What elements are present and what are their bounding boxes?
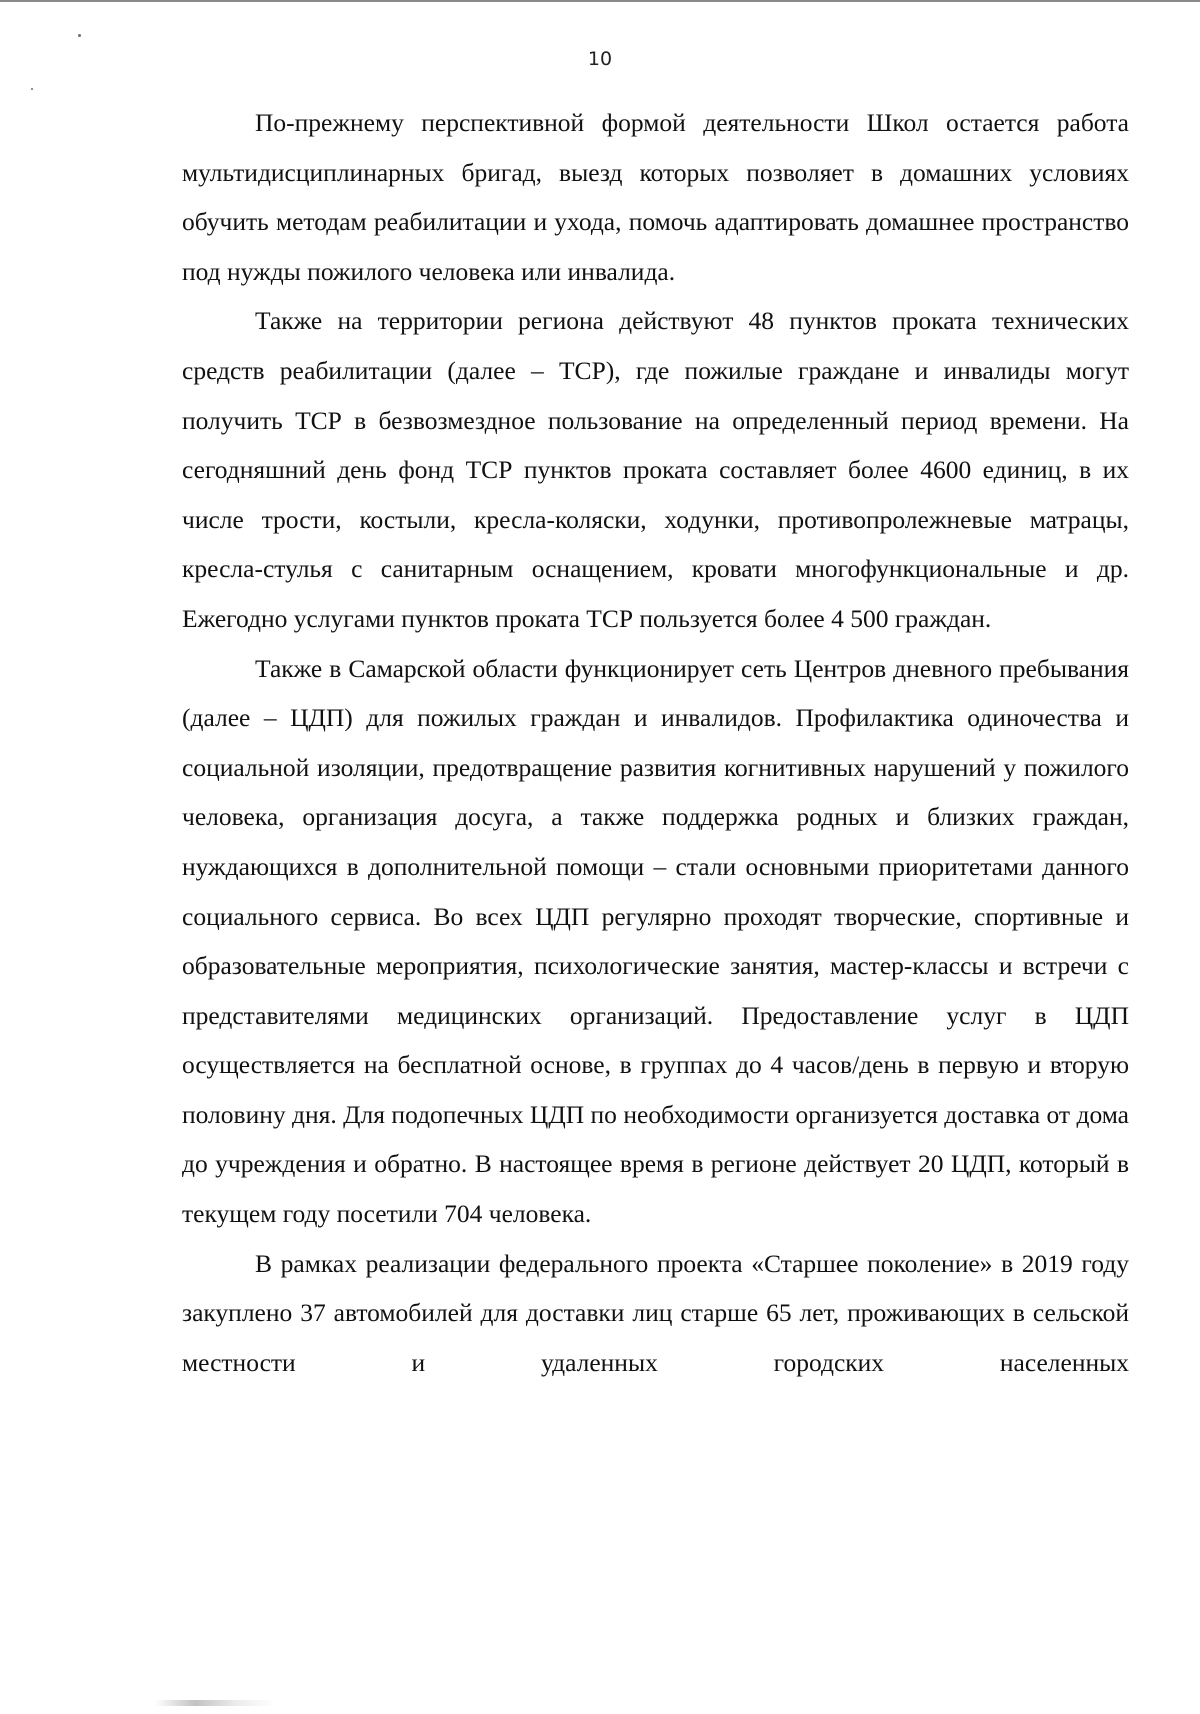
paragraph-mdt-brigades: По-прежнему перспективной формой деятельности Школ остается работа мультидисциплинарных бригад, выезд которых позволяет в домашних условиях обучить методам реабилитации и ухода, помочь адаптировать домашнее пространство под нужды пожилого человека или инвалида. xyxy=(182,108,1129,286)
scan-bottom-smudge xyxy=(155,1700,275,1706)
page-number: 10 xyxy=(587,48,613,70)
body-text xyxy=(182,98,1129,1387)
scan-speck xyxy=(78,34,81,37)
paragraph-rental-points: Также на территории региона действуют 48 пунктов проката технических средств реабилитации (далее – ТСР), где пожилые граждане и инвалиды могут получить ТСР в безвозмездное пользование на определенный период времени. На сегодняшний день фонд ТСР пунктов проката составляет более 4600 единиц, в их числе трости, костыли, кресла-коляски, ходунки, противопролежневые матрацы, кресла-стулья с санитарным оснащением, кровати многофункциональные и др. Ежегодно услугами пунктов проката ТСР пользуется более 4 500 граждан. xyxy=(182,306,1129,633)
scan-top-edge xyxy=(0,0,1200,2)
paragraph-federal-project: В рамках реализации федерального проекта «Старшее поколение» в 2019 году закуплено 37 автомобилей для доставки лиц старше 65 лет, проживающих в сельской местности и удаленных городских населенных xyxy=(182,1248,1129,1377)
scan-speck xyxy=(31,88,33,90)
paragraph-day-centers: Также в Самарской области функционирует сеть Центров дневного пребывания (далее – ЦДП) для пожилых граждан и инвалидов. Профилактика одиночества и социальной изоляции, предотвращение развития когнитивных нарушений у пожилого человека, организация досуга, а также поддержка родных и близких граждан, нуждающихся в дополнительной помощи – стали основными приоритетами данного социального сервиса. Во всех ЦДП регулярно проходят творческие, спортивные и образовательные мероприятия, психологические занятия, мастер-классы и встречи с представителями медицинских организаций. Предоставление услуг в ЦДП осуществляется на бесплатной основе, в группах до 4 часов/день в первую и вторую половину дня. Для подопечных ЦДП по необходимости организуется доставка от дома до учреждения и обратно. В настоящее время в регионе действует 20 ЦДП, который в текущем году посетили 704 человека. xyxy=(182,653,1129,1229)
